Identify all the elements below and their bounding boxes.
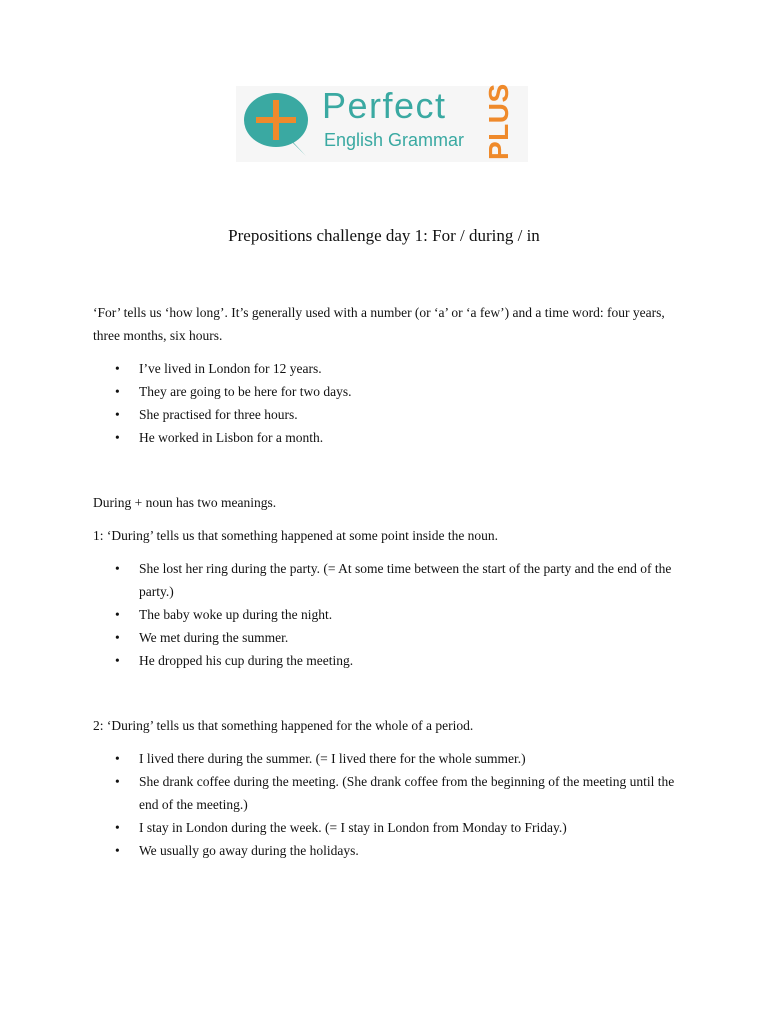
list-item: • She drank coffee during the meeting. (She drank coffee from the beginning of the meeting until the end of the meeting.) (115, 774, 675, 812)
perfect-english-grammar-plus-logo (236, 83, 528, 162)
list-item-text: I lived there during the summer. (= I lived there for the whole summer.) (139, 751, 526, 766)
list-item-text: She drank coffee during the meeting. (She drank coffee from the beginning of the meeting until the end of the meeting.) (139, 774, 675, 812)
list-item: • He dropped his cup during the meeting. (115, 653, 354, 668)
page-title: Prepositions challenge day 1: For / during / in (228, 226, 540, 245)
during-intro-paragraph: During + noun has two meanings. (93, 495, 277, 510)
list-item: • She lost her ring during the party. (= At some time between the start of the party and the end of the party.) (115, 561, 672, 599)
list-item-text: We usually go away during the holidays. (139, 843, 359, 858)
list-item-text: He dropped his cup during the meeting. (139, 653, 354, 668)
logo-word-english-grammar: English Grammar (324, 130, 465, 150)
list-item: • The baby woke up during the night. (115, 607, 333, 622)
list-item-text: She lost her ring during the party. (= At some time between the start of the party and the end of the party.) (139, 561, 672, 599)
list-item: • We met during the summer. (115, 630, 289, 645)
list-item: • I stay in London during the week. (= I stay in London from Monday to Friday.) (115, 820, 567, 835)
during-1-examples-list (93, 557, 683, 672)
list-item: • He worked in Lisbon for a month. (115, 430, 324, 445)
list-item: • I lived there during the summer. (= I lived there for the whole summer.) (115, 751, 526, 766)
logo-word-perfect: Perfect (322, 85, 447, 126)
for-examples-list (93, 357, 683, 449)
for-intro-paragraph: ‘For’ tells us ‘how long’. It’s generally used with a number (or ‘a’ or ‘a few’) and a time word: four years, three months, six hours. (93, 305, 665, 343)
list-item-text: He worked in Lisbon for a month. (139, 430, 324, 445)
list-item: • They are going to be here for two days. (115, 384, 352, 399)
list-item: • I’ve lived in London for 12 years. (115, 361, 322, 376)
list-item-text: They are going to be here for two days. (139, 384, 352, 399)
list-item-text: The baby woke up during the night. (139, 607, 333, 622)
during-2-examples-list (93, 747, 683, 862)
list-item: • She practised for three hours. (115, 407, 298, 422)
during-meaning-2: 2: ‘During’ tells us that something happened for the whole of a period. (93, 718, 474, 733)
logo-word-plus: PLUS (483, 83, 514, 160)
list-item-text: We met during the summer. (139, 630, 289, 645)
list-item: • We usually go away during the holidays. (115, 843, 359, 858)
during-meaning-1: 1: ‘During’ tells us that something happened at some point inside the noun. (93, 528, 499, 543)
list-item-text: I stay in London during the week. (= I stay in London from Monday to Friday.) (139, 820, 567, 835)
list-item-text: She practised for three hours. (139, 407, 298, 422)
speech-bubble-plus-icon (236, 86, 326, 162)
list-item-text: I’ve lived in London for 12 years. (139, 361, 322, 376)
